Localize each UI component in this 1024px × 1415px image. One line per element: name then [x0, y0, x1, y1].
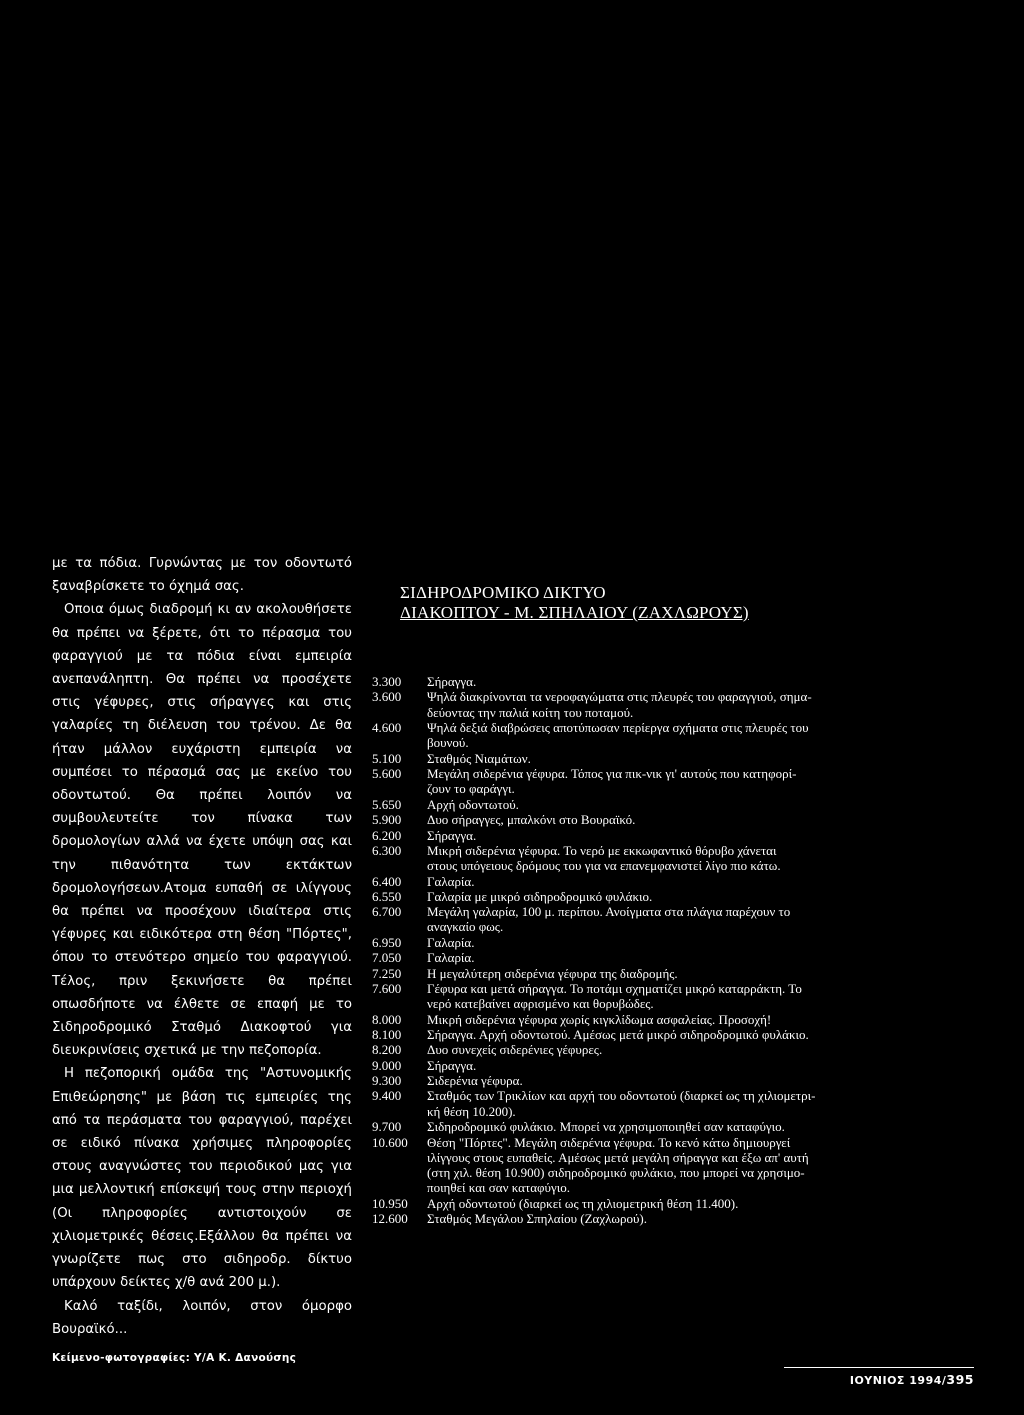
- location-description: [427, 1135, 927, 1196]
- photo-credit: Κείμενο-φωτογραφίες: Υ/Α Κ. Δανούσης: [52, 1351, 297, 1364]
- km-position: 8.200: [372, 1042, 402, 1058]
- km-position: 4.600: [372, 720, 402, 736]
- km-position: 6.950: [372, 934, 402, 950]
- article-paragraph: Οποια όμως διαδρομή κι αν ακολουθήσετε θα πρέπει να ξέρετε, ότι το πέρασμα του φαραγγιού με τα πόδια είναι εμπειρία ανεπανάληπτη. Θα πρέπει να προσέχετε στις γέφυρες, στις σήραγγες και στις γαλαρίες τη διέλευση του τρένου. Δε θα ήταν μάλλον ευχάριστη εμπειρία να συμπέσει το πέρασμά σας με εκείνο του οδοντωτού. Θα πρέπει λοιπόν να συμβουλευτείτε τον πίνακα των δρομολογίων αλλά να έχετε υπόψη σας και την πιθανότητα των εκτάκτων δρομολογήσεων.Ατομα ευπαθή σε ιλίγγους θα πρέπει να προσέχουν ιδιαίτερα στις γέφυρες και ειδικότερα στη θέση "Πόρτες", όπου το στενότερο σημείο του φαραγγιού. Τέλος, πριν ξεκινήσετε θα πρέπει οπωσδήποτε να έλθετε σε επαφή με το Σιδηροδρομικό Σταθμό Διακοφτού για διευκρινίσεις σχετικά με την πεζοπορία.: [52, 602, 352, 1059]
- location-description: [427, 874, 927, 889]
- location-description: [427, 1073, 927, 1088]
- description-line: Σταθμός των Τρικλίων και αρχή του οδοντωτού (διαρκεί ως τη χιλιομετρι-: [427, 1088, 816, 1104]
- description-line: Μικρή σιδερένια γέφυρα χωρίς κιγκλίδωμα ασφαλείας. Προσοχή!: [427, 1011, 772, 1027]
- description-line: Γαλαρία.: [427, 873, 475, 889]
- location-description: [427, 720, 927, 750]
- article-text-column: [52, 552, 352, 1370]
- photo-area: [0, 0, 1024, 522]
- description-line: Σταθμός Νιαμάτων.: [427, 750, 531, 766]
- description-line: Σήραγγα.: [427, 1057, 477, 1073]
- location-description: [427, 950, 927, 965]
- description-line: Σήραγγα.: [427, 827, 477, 843]
- km-position: 6.700: [372, 904, 402, 920]
- description-line: Η μεγαλύτερη σιδερένια γέφυρα της διαδρομής.: [427, 965, 678, 981]
- article-paragraph: με τα πόδια. Γυρνώντας με τον οδοντωτό ξαναβρίσκετε το όχημά σας.: [52, 556, 352, 595]
- location-description: [427, 1211, 927, 1226]
- location-description: [427, 751, 927, 766]
- description-line: Δυο σήραγγες, μπαλκόνι στο Βουραϊκό.: [427, 812, 636, 828]
- description-line: κή θέση 10.200).: [427, 1103, 516, 1119]
- location-description: [427, 1058, 927, 1073]
- km-position: 7.250: [372, 965, 402, 981]
- description-line: Μεγάλη σιδερένια γέφυρα. Τόπος για πικ-νικ γι' αυτούς που κατηφορί-: [427, 766, 797, 782]
- location-description: [427, 889, 927, 904]
- km-position: 3.600: [372, 689, 402, 705]
- description-line: Ψηλά διακρίνονται τα νεροφαγώματα στις πλευρές του φαραγγιού, σημα-: [427, 689, 812, 705]
- location-description: [427, 828, 927, 843]
- description-line: Δυο συνεχείς σιδερένιες γέφυρες.: [427, 1042, 603, 1058]
- location-description: [427, 1042, 927, 1057]
- page-footer: [784, 1367, 974, 1387]
- description-line: ζουν το φαράγγι.: [427, 781, 515, 797]
- km-position: 9.300: [372, 1073, 402, 1089]
- description-line: Σιδηροδρομικό φυλάκιο. Μπορεί να χρησιμοποιηθεί σαν καταφύγιο.: [427, 1119, 785, 1135]
- description-line: Σιδερένια γέφυρα.: [427, 1073, 523, 1089]
- km-position: 12.600: [372, 1211, 408, 1227]
- km-position: 10.600: [372, 1134, 408, 1150]
- table-title-line1: ΣΙΔΗΡΟΔΡΟΜΙΚΟ ΔΙΚΤΥΟ: [400, 583, 606, 602]
- article-paragraph: Η πεζοπορική ομάδα της "Αστυνομικής Επιθεώρησης" με βάση τις εμπειρίες της από τα περάσματα του φαραγγιού, παρέχει σε ειδικό πίνακα χρήσιμες πληροφορίες στους αναγνώστες του περιοδικού μας για μια μελλοντική επίσκεψή τους στην περιοχή (Οι πληροφορίες αντιστοιχούν σε χιλιομετρικές θέσεις.Εξάλλου θα πρέπει να γνωρίζετε πως στο σιδηροδρ. δίκτυο υπάρχουν δείκτες χ/θ ανά 200 μ.).: [52, 1066, 352, 1291]
- description-line: ιλίγγους στους ευπαθείς. Αμέσως μετά μεγάλη σήραγγα και έξω απ' αυτή: [427, 1149, 809, 1165]
- description-line: Μεγάλη γαλαρία, 100 μ. περίπου. Ανοίγματα στα πλάγια παρέχουν το: [427, 904, 791, 920]
- description-line: Αρχή οδοντωτού.: [427, 796, 519, 812]
- location-description: [427, 843, 927, 873]
- location-description: [427, 812, 927, 827]
- km-position: 8.000: [372, 1011, 402, 1027]
- km-position: 10.950: [372, 1195, 408, 1211]
- location-description: [427, 689, 927, 719]
- description-line: στους υπόγειους δρόμους του για να επανεμφανιστεί λίγο πιο κάτω.: [427, 858, 781, 874]
- page-number: 395: [946, 1372, 974, 1387]
- location-description: [427, 1088, 927, 1118]
- description-line: αναγκαίο φως.: [427, 919, 504, 935]
- description-line: (στη χιλ. θέση 10.900) σιδηροδρομικό φυλάκιο, που μπορεί να χρησιμο-: [427, 1164, 805, 1180]
- table-title-line2: ΔΙΑΚΟΠΤΟΥ - Μ. ΣΠΗΛΑΙΟΥ (ΖΑΧΛΩΡΟΥΣ): [400, 603, 749, 622]
- km-position: 9.000: [372, 1057, 402, 1073]
- km-position: 6.400: [372, 873, 402, 889]
- issue-date: ΙΟΥΝΙΟΣ 1994/: [849, 1374, 947, 1387]
- location-description: [427, 966, 927, 981]
- description-line: Γαλαρία με μικρό σιδηροδρομικό φυλάκιο.: [427, 888, 653, 904]
- description-line: Γέφυρα και μετά σήραγγα. Το ποτάμι σχηματίζει μικρό καταρράκτη. Το: [427, 981, 802, 996]
- description-line: βουνού.: [427, 735, 469, 751]
- description-line: Αρχή οδοντωτού (διαρκεί ως τη χιλιομετρική θέση 11.400).: [427, 1195, 739, 1211]
- location-description: [427, 935, 927, 950]
- article-paragraph: Καλό ταξίδι, λοιπόν, στον όμορφο Βουραϊκό...: [52, 1298, 352, 1337]
- description-line: ποιηθεί και σαν καταφύγιο.: [427, 1180, 570, 1196]
- location-description: [427, 904, 927, 934]
- km-position: 5.100: [372, 750, 402, 766]
- table-title: [400, 583, 880, 623]
- description-line: Γαλαρία.: [427, 950, 475, 966]
- km-position: 8.100: [372, 1027, 402, 1043]
- location-description: [427, 1119, 927, 1134]
- description-line: Θέση "Πόρτες". Μεγάλη σιδερένια γέφυρα. Το κενό κάτω δημιουργεί: [427, 1134, 791, 1150]
- location-description: [427, 674, 927, 689]
- km-position: 3.300: [372, 674, 402, 689]
- location-description: [427, 1196, 927, 1211]
- location-description: [427, 1012, 927, 1027]
- km-position: 9.700: [372, 1119, 402, 1135]
- description-line: Σήραγγα.: [427, 674, 477, 689]
- km-position: 6.300: [372, 842, 402, 858]
- km-position: 7.050: [372, 950, 402, 966]
- description-line: δεύοντας την παλιά κοίτη του ποταμού.: [427, 704, 634, 720]
- km-position: 5.650: [372, 796, 402, 812]
- km-position: 9.400: [372, 1088, 402, 1104]
- description-line: Γαλαρία.: [427, 934, 475, 950]
- description-line: Σήραγγα. Αρχή οδοντωτού. Αμέσως μετά μικρό σιδηροδρομικό φυλάκιο.: [427, 1027, 809, 1043]
- description-line: Μικρή σιδερένια γέφυρα. Το νερό με εκκωφαντικό θόρυβο χάνεται: [427, 842, 777, 858]
- description-line: νερό κατεβαίνει αφρισμένο και θορυβώδες.: [427, 996, 654, 1012]
- location-description: [427, 1027, 927, 1042]
- location-description: [427, 797, 927, 812]
- km-position: 7.600: [372, 981, 402, 996]
- description-line: Σταθμός Μεγάλου Σπηλαίου (Ζαχλωρού).: [427, 1211, 647, 1227]
- km-position: 5.600: [372, 766, 402, 782]
- location-description: [427, 981, 927, 1011]
- km-position: 6.550: [372, 888, 402, 904]
- km-position: 5.900: [372, 812, 402, 828]
- location-description: [427, 766, 927, 796]
- km-position: 6.200: [372, 827, 402, 843]
- description-line: Ψηλά δεξιά διαβρώσεις αποτύπωσαν περίεργα σχήματα στις πλευρές του: [427, 720, 809, 736]
